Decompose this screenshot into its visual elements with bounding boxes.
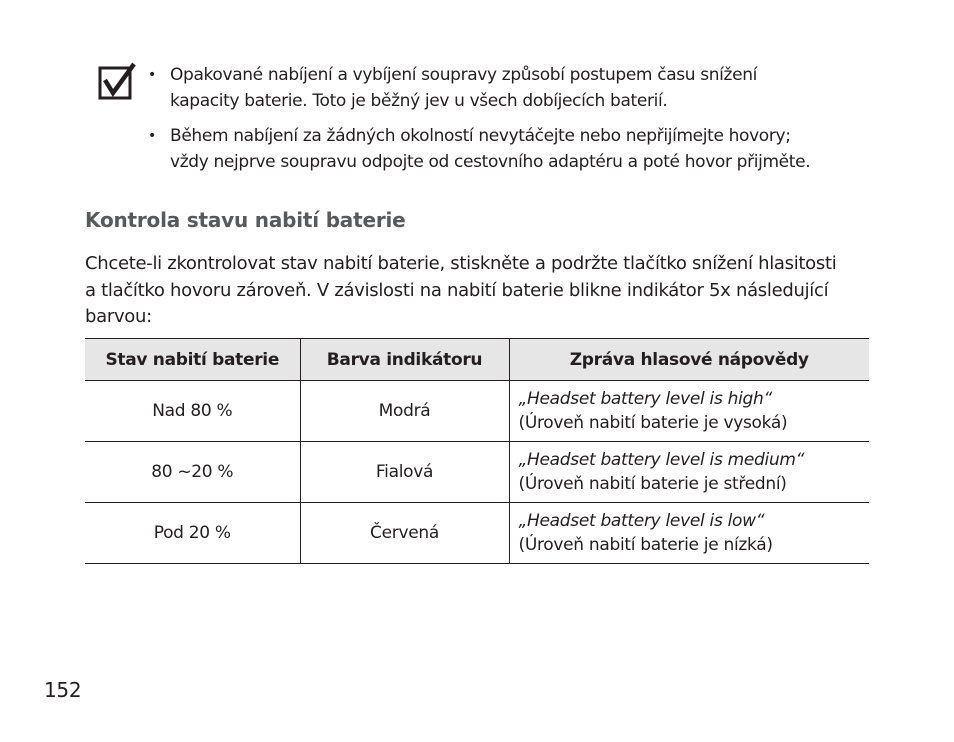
message-english: „Headset battery level is low“	[518, 511, 765, 531]
cell-indicator-color: Fialová	[300, 442, 509, 503]
cell-battery-level: Pod 20 %	[85, 503, 300, 564]
note-line: kapacity baterie. Toto je běžný jev u všech dobíjecích baterií.	[170, 91, 668, 111]
header-voice-message: Zpráva hlasové nápovědy	[509, 339, 869, 381]
intro-paragraph	[85, 251, 875, 331]
cell-voice-message	[509, 381, 869, 442]
header-battery-level: Stav nabití baterie	[85, 339, 300, 381]
note-line: Opakované nabíjení a vybíjení soupravy způsobí postupem času snížení	[170, 65, 758, 85]
message-czech: (Úroveň nabití baterie je střední)	[518, 474, 787, 494]
note-item	[148, 123, 878, 175]
table-header-row	[85, 339, 869, 381]
intro-line: a tlačítko hovoru zároveň. V závislosti na nabití baterie blikne indikátor 5x následující	[85, 279, 829, 301]
section-title: Kontrola stavu nabití baterie	[85, 208, 406, 232]
cell-voice-message	[509, 503, 869, 564]
bullet-icon: •	[148, 67, 156, 83]
notes-list	[148, 62, 878, 184]
page-number: 152	[44, 678, 82, 702]
message-czech: (Úroveň nabití baterie je vysoká)	[518, 413, 788, 433]
note-line: vždy nejprve soupravu odpojte od cestovního adaptéru a poté hovor přijměte.	[170, 152, 811, 172]
note-line: Během nabíjení za žádných okolností nevytáčejte nebo nepřijímejte hovory;	[170, 126, 791, 146]
header-indicator-color: Barva indikátoru	[300, 339, 509, 381]
battery-status-table	[85, 338, 869, 564]
cell-battery-level: 80 ~20 %	[85, 442, 300, 503]
cell-indicator-color: Modrá	[300, 381, 509, 442]
bullet-icon: •	[148, 128, 156, 144]
table-row	[85, 442, 869, 503]
checkbox-note-icon	[98, 62, 136, 100]
intro-line: barvou:	[85, 306, 152, 327]
table-row	[85, 503, 869, 564]
message-english: „Headset battery level is medium“	[518, 450, 805, 470]
intro-line: Chcete-li zkontrolovat stav nabití baterie, stiskněte a podržte tlačítko snížení hlasitosti	[85, 253, 837, 274]
cell-indicator-color: Červená	[300, 503, 509, 564]
cell-battery-level: Nad 80 %	[85, 381, 300, 442]
cell-voice-message	[509, 442, 869, 503]
message-english: „Headset battery level is high“	[518, 389, 772, 409]
table-row	[85, 381, 869, 442]
message-czech: (Úroveň nabití baterie je nízká)	[518, 535, 773, 555]
note-item	[148, 62, 878, 114]
